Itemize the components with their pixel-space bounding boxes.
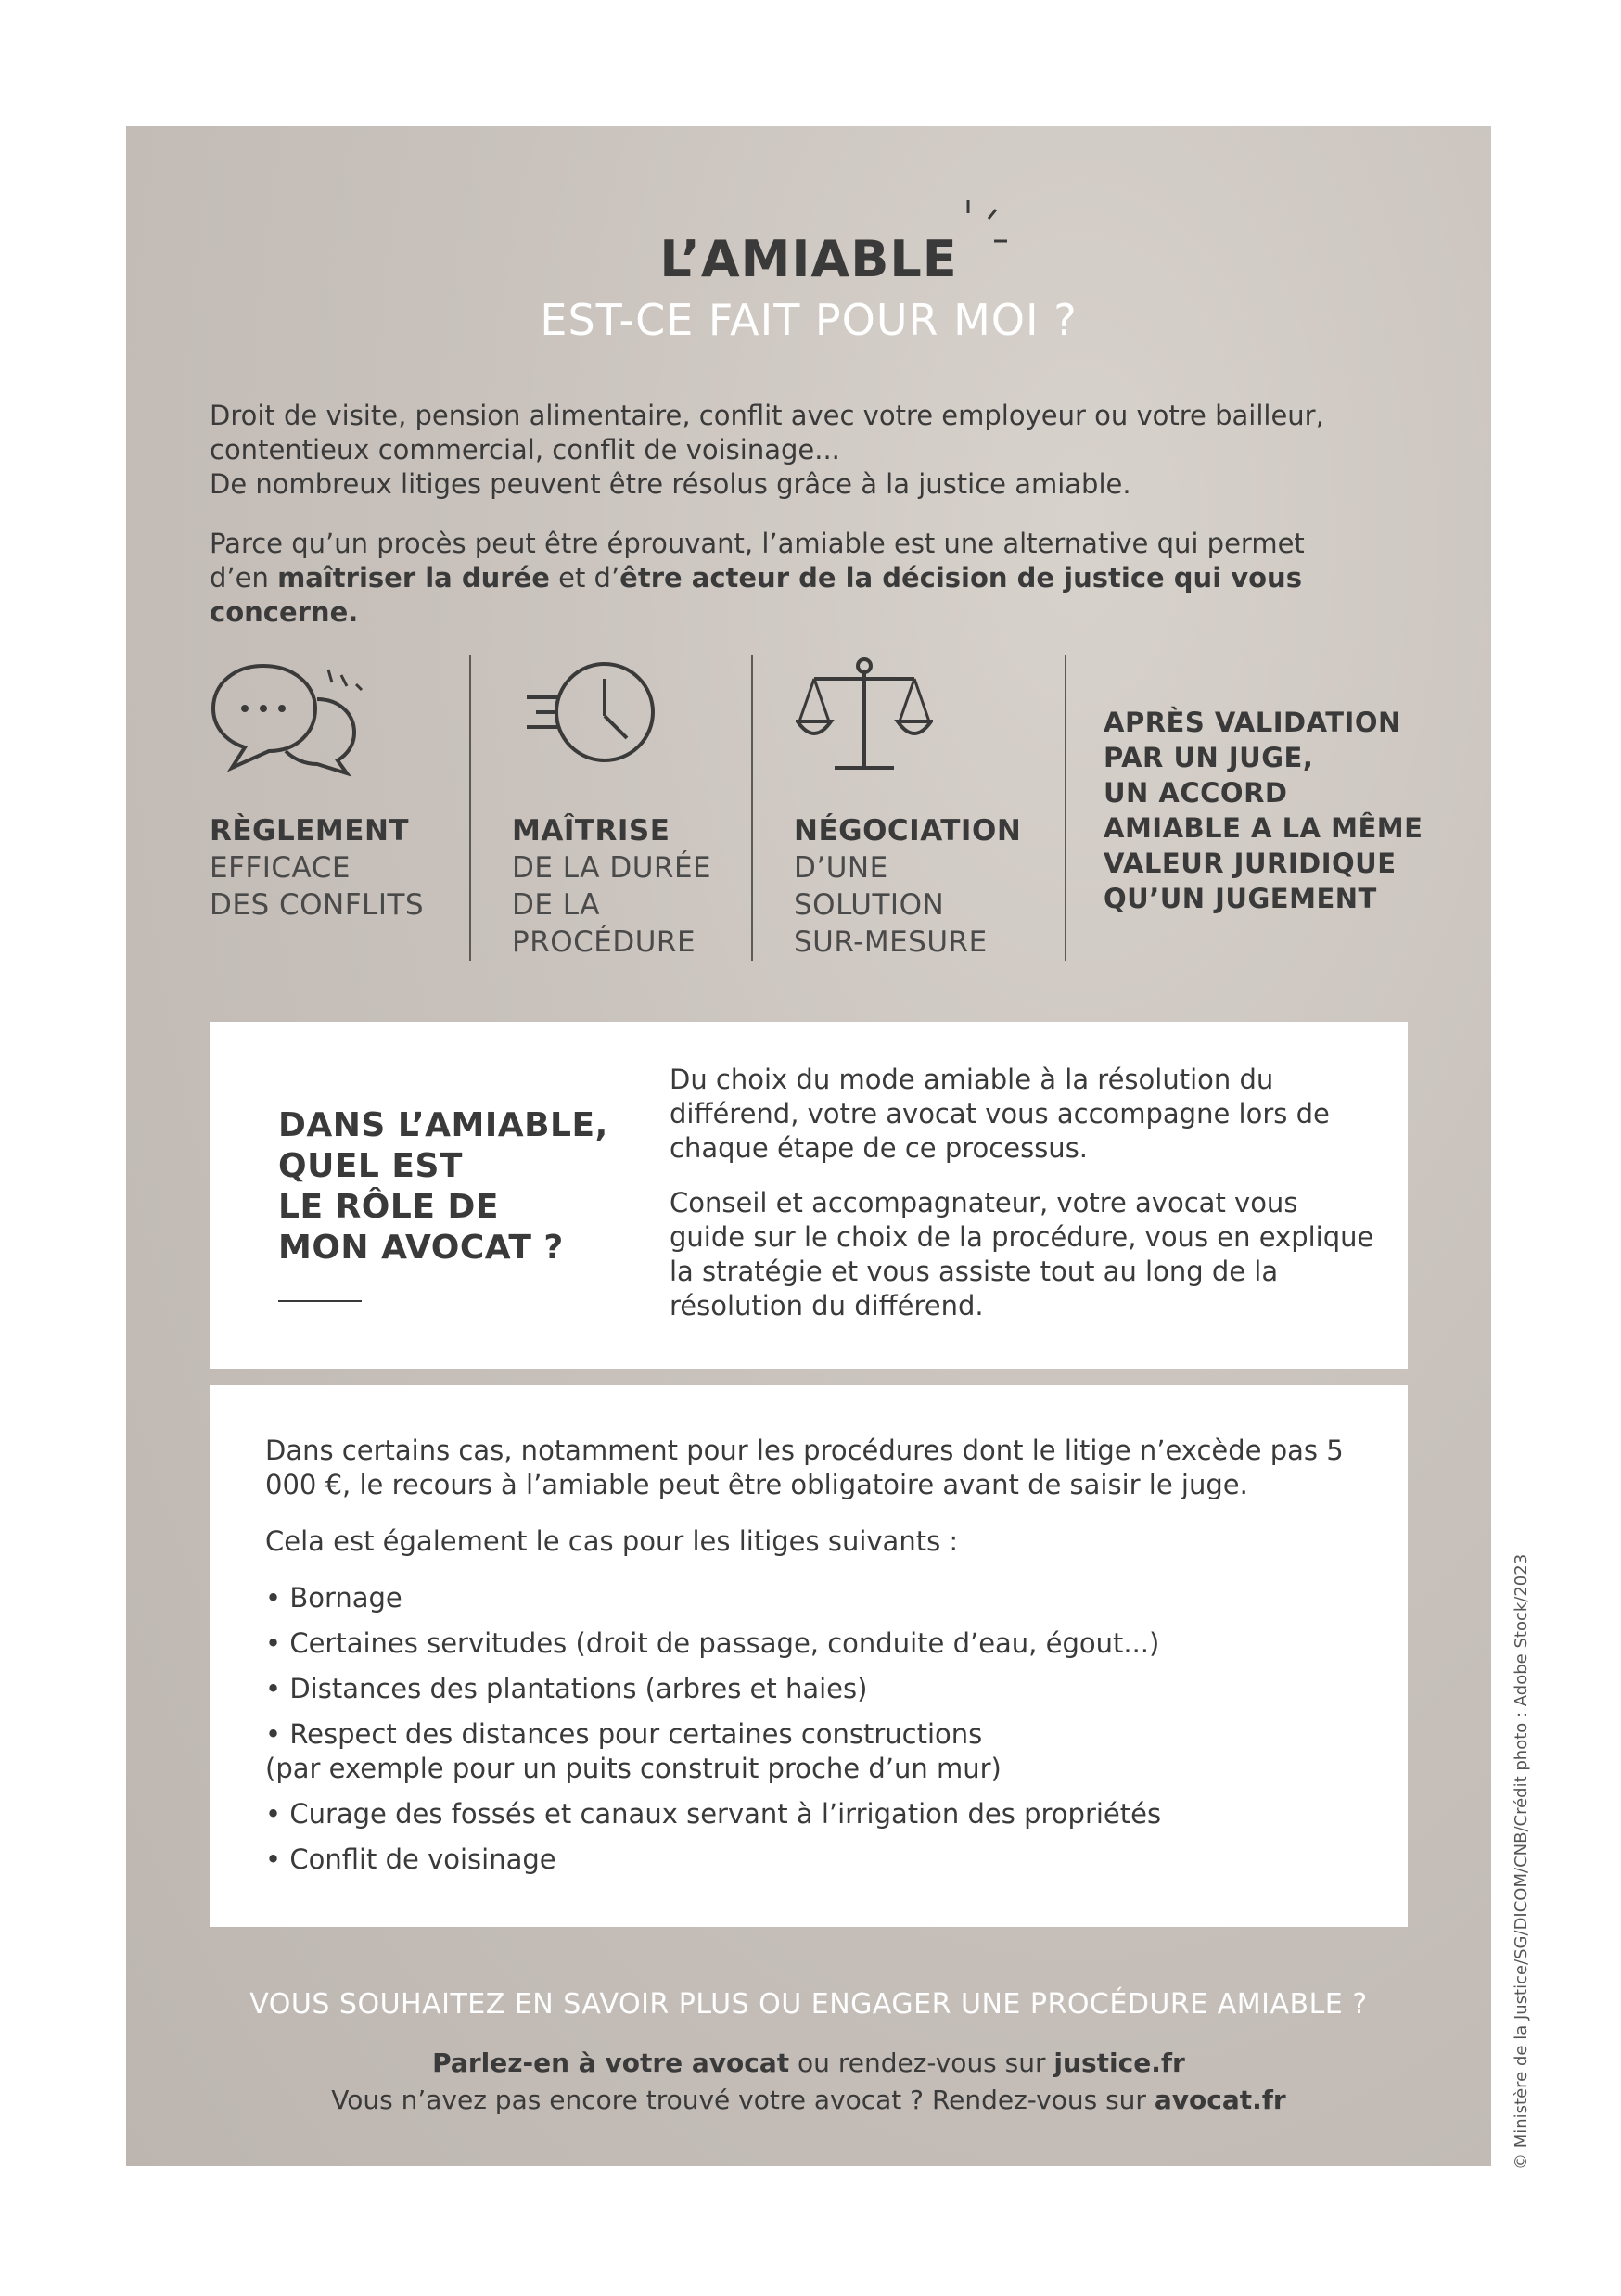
benefit-title: VALEUR JURIDIQUE: [1104, 848, 1397, 879]
benefit-text: DE LA DURÉE: [512, 851, 712, 885]
intro-bold: maîtriser la durée: [277, 562, 550, 593]
benefit-text: DE LA: [512, 888, 601, 922]
list-item: • Conflit de voisinage: [265, 1843, 556, 1875]
benefit-text: SOLUTION: [794, 888, 945, 922]
speech-bubbles-icon: [208, 662, 365, 777]
benefit-text: EFFICACE: [210, 851, 351, 885]
benefit-title: UN ACCORD: [1104, 777, 1288, 809]
list-item: • Certaines servitudes (droit de passage, conduite d’eau, égout...): [265, 1627, 1160, 1659]
intro-text: et d’: [549, 562, 620, 593]
benefit-text: SUR-MESURE: [794, 925, 988, 959]
avocat-link[interactable]: avocat.fr: [1154, 2085, 1286, 2115]
role-heading-line: MON AVOCAT ?: [278, 1229, 564, 1267]
clock-icon: [523, 658, 660, 770]
intro-bold: être acteur de la décision de justice qui vous concerne.: [210, 562, 1302, 628]
column-divider: [469, 655, 471, 961]
intro-paragraph-1: [210, 399, 1415, 502]
role-heading-line: QUEL EST: [278, 1147, 463, 1185]
justice-link[interactable]: justice.fr: [1053, 2047, 1185, 2078]
page-title: L’AMIABLE: [659, 230, 958, 288]
benefit-column: [794, 812, 1053, 961]
obligation-box: [210, 1385, 1408, 1927]
cta-title: VOUS SOUHAITEZ EN SAVOIR PLUS OU ENGAGER UNE PROCÉDURE AMIABLE ?: [249, 1988, 1368, 2021]
obligation-text: [265, 1434, 1378, 1888]
role-paragraph: Du choix du mode amiable à la résolution du différend, votre avocat vous accompagne lors de chaque étape de ce processus.: [670, 1064, 1330, 1164]
benefit-title: PAR UN JUGE,: [1104, 742, 1314, 773]
heading-underline: [278, 1300, 362, 1302]
photo-credit: © Ministère de la Justice/SG/DICOM/CNB/Crédit photo : Adobe Stock/2023: [1512, 1553, 1531, 2170]
role-heading: [278, 1105, 612, 1269]
benefit-text: D’UNE: [794, 851, 888, 885]
benefit-title: AMIABLE A LA MÊME: [1104, 812, 1423, 844]
role-text: [670, 1063, 1374, 1344]
cta-text: ou rendez-vous sur: [789, 2047, 1054, 2078]
benefit-title: RÈGLEMENT: [210, 814, 410, 848]
cta-bold: Parlez-en à votre avocat: [432, 2047, 790, 2078]
intro-text: d’en: [210, 562, 278, 593]
cta-line-1: [126, 2047, 1491, 2078]
list-item: • Curage des fossés et canaux servant à l’irrigation des propriétés: [265, 1798, 1162, 1830]
benefit-column: [210, 812, 460, 924]
intro-line: Droit de visite, pension alimentaire, conflit avec votre employeur ou votre bailleur,: [210, 400, 1324, 431]
obligation-paragraph: Dans certains cas, notamment pour les procédures dont le litige n’excède pas 5 000 €, le recours à l’amiable peut être obligatoire avant de saisir le juge.: [265, 1435, 1344, 1500]
obligation-paragraph: Cela est également le cas pour les litiges suivants :: [265, 1525, 959, 1557]
benefit-title: APRÈS VALIDATION: [1104, 707, 1401, 738]
intro-line: Parce qu’un procès peut être éprouvant, l’amiable est une alternative qui permet: [210, 528, 1305, 559]
list-item: • Distances des plantations (arbres et haies): [265, 1673, 868, 1704]
benefit-title: MAÎTRISE: [512, 814, 670, 848]
role-box: [210, 1022, 1408, 1369]
column-divider: [1065, 655, 1066, 961]
cta-text: Vous n’avez pas encore trouvé votre avocat ? Rendez-vous sur: [331, 2085, 1155, 2115]
column-divider: [751, 655, 753, 961]
scales-icon: [796, 657, 933, 777]
list-item: • Bornage: [265, 1582, 402, 1614]
poster: [126, 126, 1491, 2166]
role-paragraph: Conseil et accompagnateur, votre avocat vous guide sur le choix de la procédure, vous en explique la stratégie et vous assiste tout au long de la résolution du différend.: [670, 1187, 1374, 1321]
page-subtitle: EST-CE FAIT POUR MOI ?: [540, 295, 1078, 345]
intro-line: [210, 561, 1415, 630]
intro-paragraph-2: [210, 527, 1415, 630]
benefit-column-validation: [1104, 705, 1474, 916]
intro-line: De nombreux litiges peuvent être résolus grâce à la justice amiable.: [210, 468, 1131, 500]
benefit-column: [512, 812, 744, 961]
list-item: • Respect des distances pour certaines constructions (par exemple pour un puits construit proche d’un mur): [265, 1718, 1002, 1784]
intro-line: contentieux commercial, conflit de voisinage...: [210, 434, 840, 466]
role-heading-line: DANS L’AMIABLE,: [278, 1106, 608, 1144]
benefit-title: QU’UN JUGEMENT: [1104, 883, 1377, 914]
benefit-text: DES CONFLITS: [210, 888, 425, 922]
benefit-title: NÉGOCIATION: [794, 814, 1022, 848]
benefit-text: PROCÉDURE: [512, 925, 696, 959]
litige-list: [265, 1581, 1378, 1877]
cta-line-2: [126, 2085, 1491, 2115]
role-heading-line: LE RÔLE DE: [278, 1188, 499, 1226]
